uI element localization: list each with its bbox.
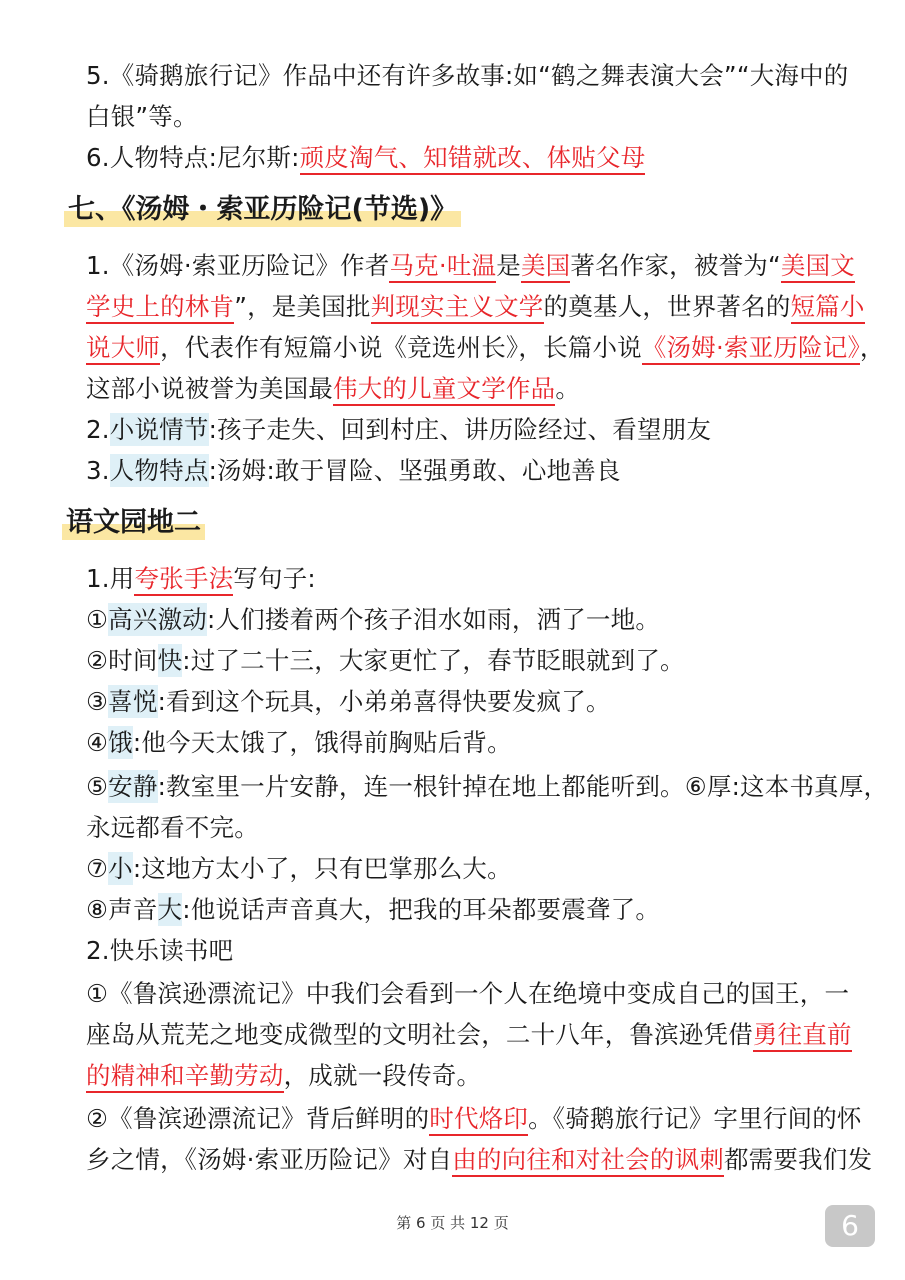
text-line: 说大师，代表作有短篇小说《竞选州长》，长篇小说《汤姆·索亚历险记》，: [86, 327, 856, 368]
text-line: ⑤安静:教室里一片安静，连一根针掉在地上都能听到。⑥厚:这本书真厚，: [86, 772, 889, 801]
text-line: 座岛从荒芜之地变成微型的文明社会，二十八年，鲁滨逊凭借勇往直前: [86, 1014, 856, 1055]
red-answer: 马克·吐温: [389, 251, 496, 283]
text-line: ⑧声音大:他说话声音真大，把我的耳朵都要震聋了。: [86, 895, 661, 924]
red-answer: 短篇小: [791, 292, 865, 324]
red-answer: 《汤姆·索亚历险记》: [642, 333, 860, 365]
highlight-term: 大: [157, 895, 183, 924]
text-line: ①高兴激动:人们搂着两个孩子泪水如雨，洒了一地。: [86, 605, 661, 634]
text-line: 2.快乐读书吧: [86, 936, 234, 965]
highlight-term: 喜悦: [108, 687, 158, 716]
section-heading: 七、《汤姆・索亚历险记(节选)》: [64, 190, 461, 230]
text-line: 5.《骑鹅旅行记》作品中还有许多故事:如“鹤之舞表演大会”“大海中的: [86, 61, 849, 90]
highlight-term: 人物特点: [109, 456, 209, 485]
text-line: ②时间快:过了二十三，大家更忙了，春节眨眼就到了。: [86, 646, 685, 675]
text-line: ①《鲁滨逊漂流记》中我们会看到一个人在绝境中变成自己的国王，一: [86, 979, 850, 1008]
text-line: 的精神和辛勤劳动，成就一段传奇。: [86, 1055, 856, 1096]
text-line: ③喜悦:看到这个玩具，小弟弟喜得快要发疯了。: [86, 687, 611, 716]
red-answer: 由的向往和对社会的讽刺: [452, 1145, 724, 1177]
text-line: 6.人物特点:尼尔斯:顽皮淘气、知错就改、体贴父母: [86, 137, 856, 178]
red-answer: 判现实主义文学: [371, 292, 544, 324]
text-line: ⑦小:这地方太小了，只有巴掌那么大。: [86, 854, 512, 883]
text-line: 学史上的林肯”，是美国批判现实主义文学的奠基人，世界著名的短篇小: [86, 286, 856, 327]
red-answer: 伟大的儿童文学作品: [333, 374, 555, 406]
text-line: ④饿:他今天太饿了，饿得前胸贴后背。: [86, 728, 512, 757]
highlight-term: 小说情节: [109, 415, 209, 444]
text-line: 2.小说情节:孩子走失、回到村庄、讲历险经过、看望朋友: [86, 415, 712, 444]
red-answer: 美国文: [781, 251, 855, 283]
red-answer: 夸张手法: [134, 564, 233, 596]
red-answer: 学史上的林肯: [86, 292, 234, 324]
red-answer: 时代烙印: [429, 1104, 528, 1136]
text-line: 3.人物特点:汤姆:敢于冒险、坚强勇敢、心地善良: [86, 456, 621, 485]
text-line: 1.《汤姆·索亚历险记》作者马克·吐温是美国著名作家，被誉为“美国文: [86, 245, 856, 286]
text-line: 永远都看不完。: [86, 813, 259, 842]
text-line: 白银”等。: [86, 102, 198, 131]
red-answer: 的精神和辛勤劳动: [86, 1061, 284, 1093]
highlight-term: 安静: [108, 772, 158, 801]
text-line: 1.用夸张手法写句子:: [86, 558, 856, 599]
red-answer: 顽皮淘气、知错就改、体贴父母: [300, 143, 646, 175]
text-line: ②《鲁滨逊漂流记》背后鲜明的时代烙印。《骑鹅旅行记》字里行间的怀: [86, 1098, 856, 1139]
highlight-term: 高兴激动: [108, 605, 207, 634]
highlight-term: 饿: [108, 728, 133, 757]
highlight-term: 快: [157, 646, 183, 675]
red-answer: 勇往直前: [753, 1020, 852, 1052]
text-line: 这部小说被誉为美国最伟大的儿童文学作品。: [86, 368, 856, 409]
highlight-term: 小: [108, 854, 133, 883]
page-footer: 第 6 页 共 12 页: [396, 1214, 509, 1232]
page-number-badge: 6: [825, 1205, 875, 1247]
red-answer: 说大师: [86, 333, 160, 365]
text-line: 乡之情，《汤姆·索亚历险记》对自由的向往和对社会的讽刺都需要我们发: [86, 1139, 856, 1180]
section-heading: 语文园地二: [62, 503, 205, 543]
red-answer: 美国: [521, 251, 570, 283]
